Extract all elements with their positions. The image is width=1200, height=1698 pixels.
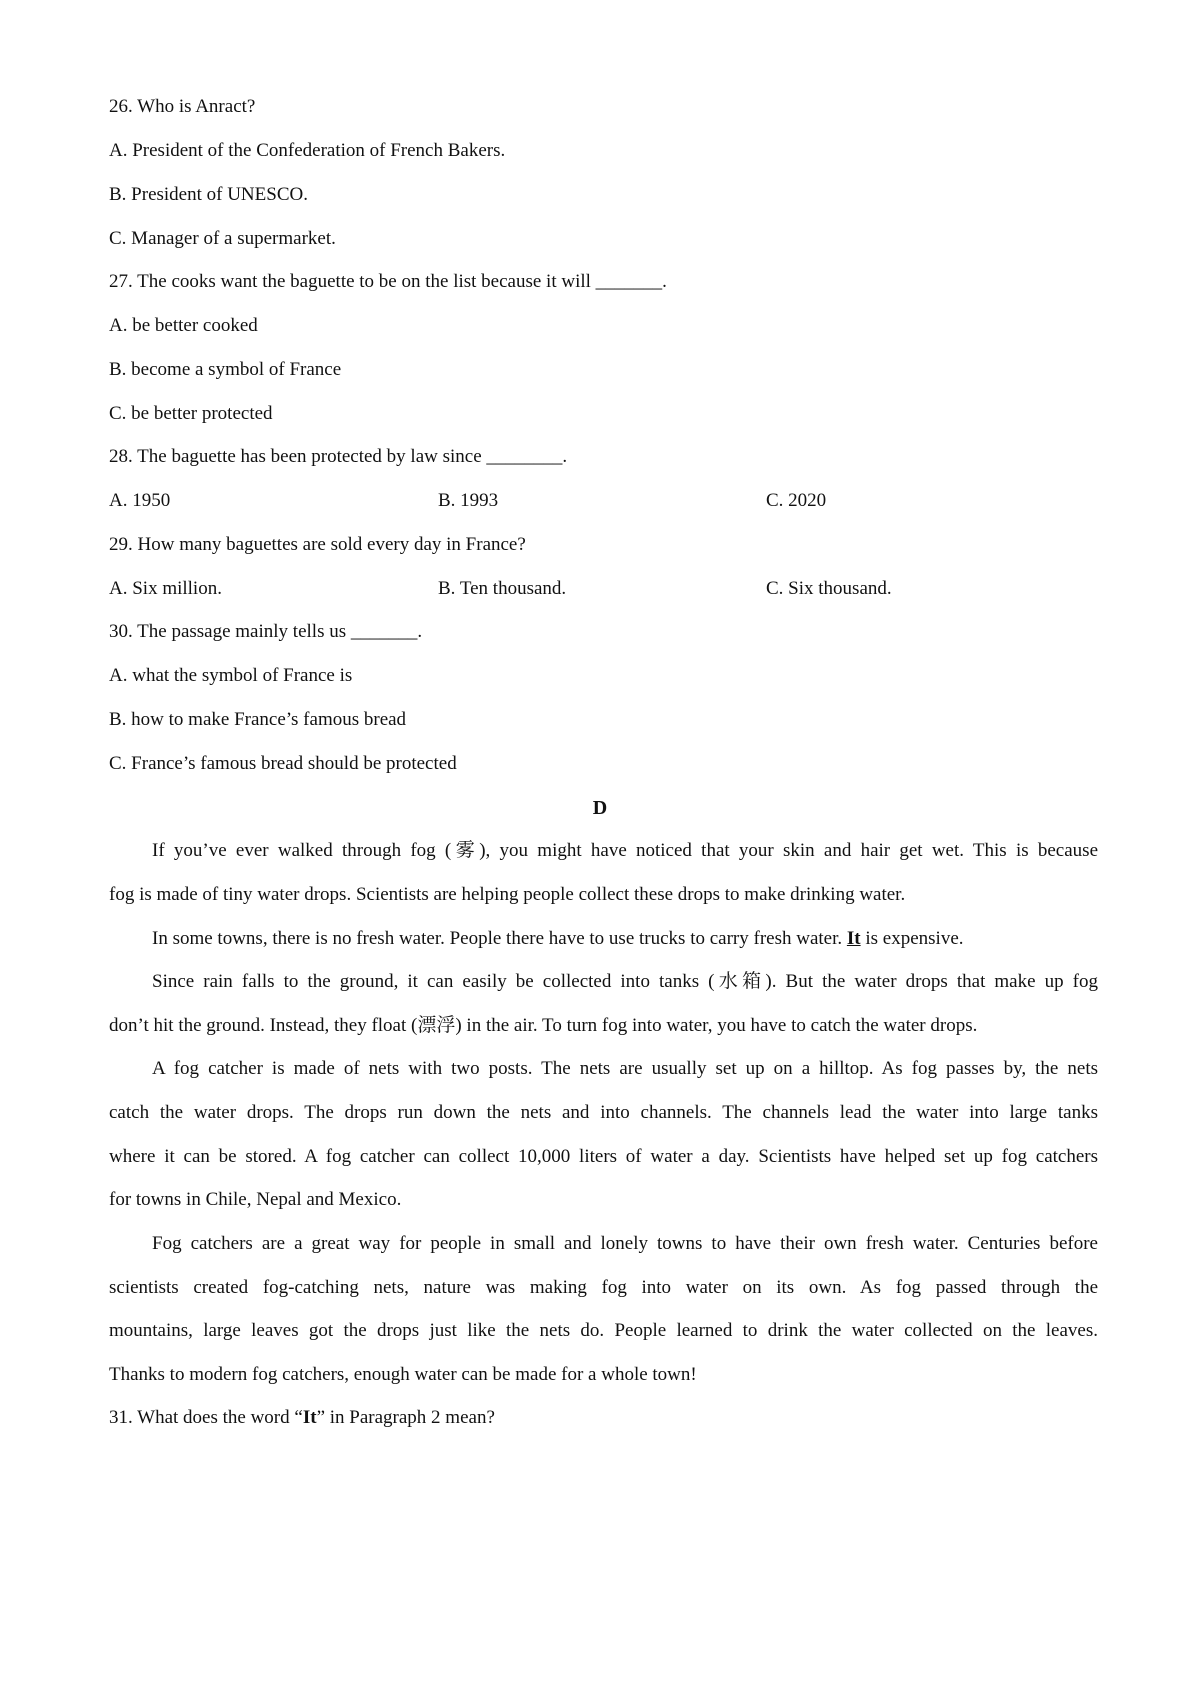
passage-p5-line-2: scientists created fog-catching nets, nature was making fog into water on its own. As fog passed through the xyxy=(109,1277,1098,1298)
question-30-option-b: B. how to make France’s famous bread xyxy=(109,709,407,730)
passage-p2-before: In some towns, there is no fresh water. People there have to use trucks to carry fresh water. xyxy=(152,928,843,949)
question-29-option-c: C. Six thousand. xyxy=(766,578,892,599)
question-27-option-b: B. become a symbol of France xyxy=(109,359,342,380)
question-29-option-a: A. Six million. xyxy=(109,578,222,599)
question-31-keyword: It xyxy=(302,1407,317,1428)
passage-p2-keyword: It xyxy=(846,928,861,949)
passage-p1-line-2: fog is made of tiny water drops. Scientists are helping people collect these drops to make drinking water. xyxy=(109,884,906,905)
question-26-option-c: C. Manager of a supermarket. xyxy=(109,228,336,249)
passage-p5-line-4: Thanks to modern fog catchers, enough water can be made for a whole town! xyxy=(109,1364,697,1385)
question-31-stem xyxy=(109,1406,495,1430)
passage-p4-line-1: A fog catcher is made of nets with two posts. The nets are usually set up on a hilltop. As fog passes by, the nets xyxy=(152,1058,1098,1079)
question-27-stem: 27. The cooks want the baguette to be on the list because it will _______. xyxy=(109,271,667,292)
question-26-option-a: A. President of the Confederation of French Bakers. xyxy=(109,140,506,161)
passage-p2 xyxy=(152,927,964,951)
question-31-before: 31. What does the word “ xyxy=(109,1407,303,1428)
passage-p4-line-4: for towns in Chile, Nepal and Mexico. xyxy=(109,1189,402,1210)
question-27-option-a: A. be better cooked xyxy=(109,315,258,336)
passage-p3-line-1: Since rain falls to the ground, it can easily be collected into tanks (水箱). But the water drops that make up fog xyxy=(152,971,1098,992)
question-30-stem: 30. The passage mainly tells us _______. xyxy=(109,621,423,642)
passage-p3-line-2: don’t hit the ground. Instead, they float (漂浮) in the air. To turn fog into water, you have to catch the water drops. xyxy=(109,1015,978,1036)
question-28-option-b: B. 1993 xyxy=(438,490,499,511)
passage-p4-line-3: where it can be stored. A fog catcher can collect 10,000 liters of water a day. Scientists have helped set up fog catchers xyxy=(109,1146,1098,1167)
question-28-stem: 28. The baguette has been protected by law since ________. xyxy=(109,446,568,467)
question-29-option-b: B. Ten thousand. xyxy=(438,578,567,599)
passage-p2-after: is expensive. xyxy=(865,928,964,949)
section-heading: D xyxy=(592,797,608,819)
question-26-stem: 26. Who is Anract? xyxy=(109,96,256,117)
passage-p4-line-2: catch the water drops. The drops run down the nets and into channels. The channels lead the water into large tanks xyxy=(109,1102,1098,1123)
passage-p5-line-3: mountains, large leaves got the drops just like the nets do. People learned to drink the water collected on the leaves. xyxy=(109,1320,1098,1341)
passage-p1-line-1: If you’ve ever walked through fog (雾), you might have noticed that your skin and hair get wet. This is because xyxy=(152,840,1098,861)
question-28-option-c: C. 2020 xyxy=(766,490,827,511)
question-29-stem: 29. How many baguettes are sold every day in France? xyxy=(109,534,526,555)
question-30-option-c: C. France’s famous bread should be protected xyxy=(109,753,457,774)
question-30-option-a: A. what the symbol of France is xyxy=(109,665,353,686)
question-26-option-b: B. President of UNESCO. xyxy=(109,184,308,205)
passage-p5-line-1: Fog catchers are a great way for people in small and lonely towns to have their own fresh water. Centuries before xyxy=(152,1233,1098,1254)
question-27-option-c: C. be better protected xyxy=(109,403,273,424)
question-31-after: ” in Paragraph 2 mean? xyxy=(316,1407,495,1428)
question-28-option-a: A. 1950 xyxy=(109,490,171,511)
